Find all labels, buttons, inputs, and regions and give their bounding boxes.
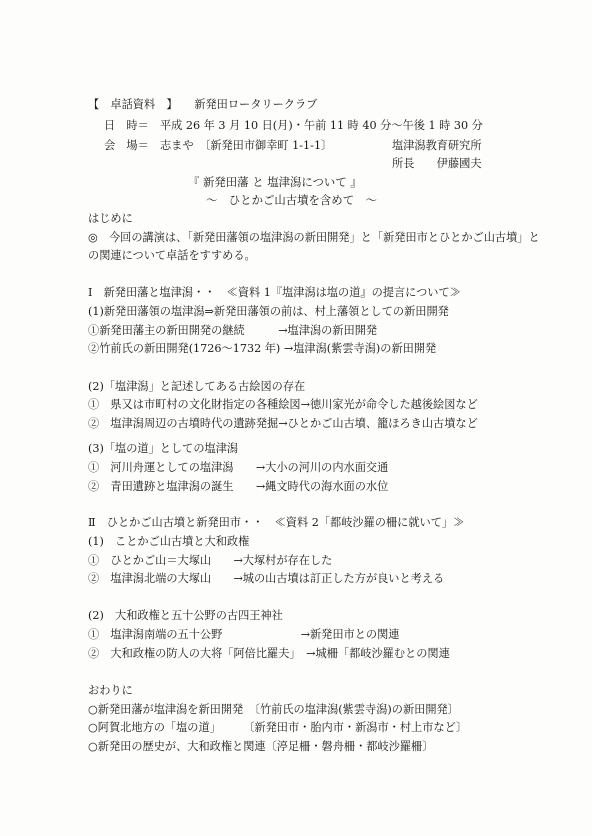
section-2-heading: Ⅱ ひとかご山古墳と新発田市・・ ≪資料 2「都岐沙羅の柵に就いて」≫ <box>88 516 465 529</box>
section-2-sub2-heading: (2) 大和政権と五十公野の古四王神社 <box>88 609 283 622</box>
intro-heading: はじめに <box>88 212 133 225</box>
intro-line-2: の関連について卓話をすすめる。 <box>88 249 256 262</box>
section-1-sub3-line: ① 河川舟運としての塩津潟 →大小の河川の内水面交通 <box>88 461 389 474</box>
closing-heading: おわりに <box>88 684 133 697</box>
section-1-heading: Ⅰ 新発田藩と塩津潟・・ ≪資料 1『塩津潟は塩の道』の提言について≫ <box>88 286 461 299</box>
section-2-line: (1) ことかご山古墳と大和政権 <box>88 535 250 548</box>
section-1-sub2-line: ① 県又は市町村の文化財指定の各種絵図→徳川家光が命令した越後絵図など <box>88 398 478 411</box>
section-2-line: ② 塩津潟北端の大塚山 →城の山古墳は訂正した方が良いと考える <box>88 572 445 585</box>
header-date-line: 日 時＝ 平成 26 年 3 月 10 日(月)・午前 11 時 40 分〜午後 1 時 30 分 <box>104 119 483 132</box>
header-speaker: 所長 伊藤國夫 <box>392 157 482 170</box>
section-1-sub2-line: ② 塩津潟周辺の古墳時代の遺跡発掘→ひとかご山古墳、籠ほろき山古墳など <box>88 417 478 430</box>
section-2-sub2-line: ① 塩津潟南端の五十公野 →新発田市との関連 <box>88 628 400 641</box>
section-2-line: ① ひとかご山＝大塚山 →大塚村が存在した <box>88 554 333 567</box>
closing-line: ○新発田藩が塩津潟を新田開発 〔竹前氏の塩津潟(紫雲寺潟)の新田開発〕 <box>88 703 459 716</box>
intro-line-1: ◎ 今回の講演は、「新発田藩領の塩津潟の新田開発」と「新発田市とひとかご山古墳」と <box>88 231 540 244</box>
document-subtitle: 〜 ひとかご山古墳を含めて 〜 <box>206 193 377 207</box>
closing-line: ○新発田の歴史が、大和政権と関連〔渟足柵・磐舟柵・都岐沙羅柵〕 <box>88 740 434 753</box>
header-venue-line: 会 場＝ 志まや 〔新発田市御幸町 1-1-1〕 <box>104 139 333 152</box>
header-organization: 塩津潟教育研究所 <box>392 139 482 152</box>
section-1-sub3-line: ② 青田遺跡と塩津潟の誕生 →縄文時代の海水面の水位 <box>88 480 389 493</box>
header-line-1: 【 卓話資料 】 新発田ロータリークラブ <box>88 98 318 111</box>
section-1-line: ①新発田藩主の新田開発の継続 →塩津潟の新田開発 <box>88 324 378 337</box>
document-title: 『 新発田藩 と 塩津潟について 』 <box>188 175 362 189</box>
section-1-line: ②竹前氏の新田開発(1726〜1732 年) →塩津潟(紫雲寺潟)の新田開発 <box>88 342 437 355</box>
section-2-sub2-line: ② 大和政権の防人の大将「阿倍比羅夫」 →城柵「都岐沙羅むとの関連 <box>88 647 450 660</box>
section-1-sub3-heading: (3)「塩の道」としての塩津潟 <box>88 442 239 455</box>
closing-line: ○阿賀北地方の「塩の道」 〔新発田市・胎内市・新潟市・村上市など〕 <box>88 721 468 734</box>
section-1-line: (1)新発田藩領の塩津潟⇒新発田藩領の前は、村上藩領としての新田開発 <box>88 305 449 318</box>
section-1-sub2-heading: (2)「塩津潟」と記述してある古絵図の存在 <box>88 380 306 393</box>
